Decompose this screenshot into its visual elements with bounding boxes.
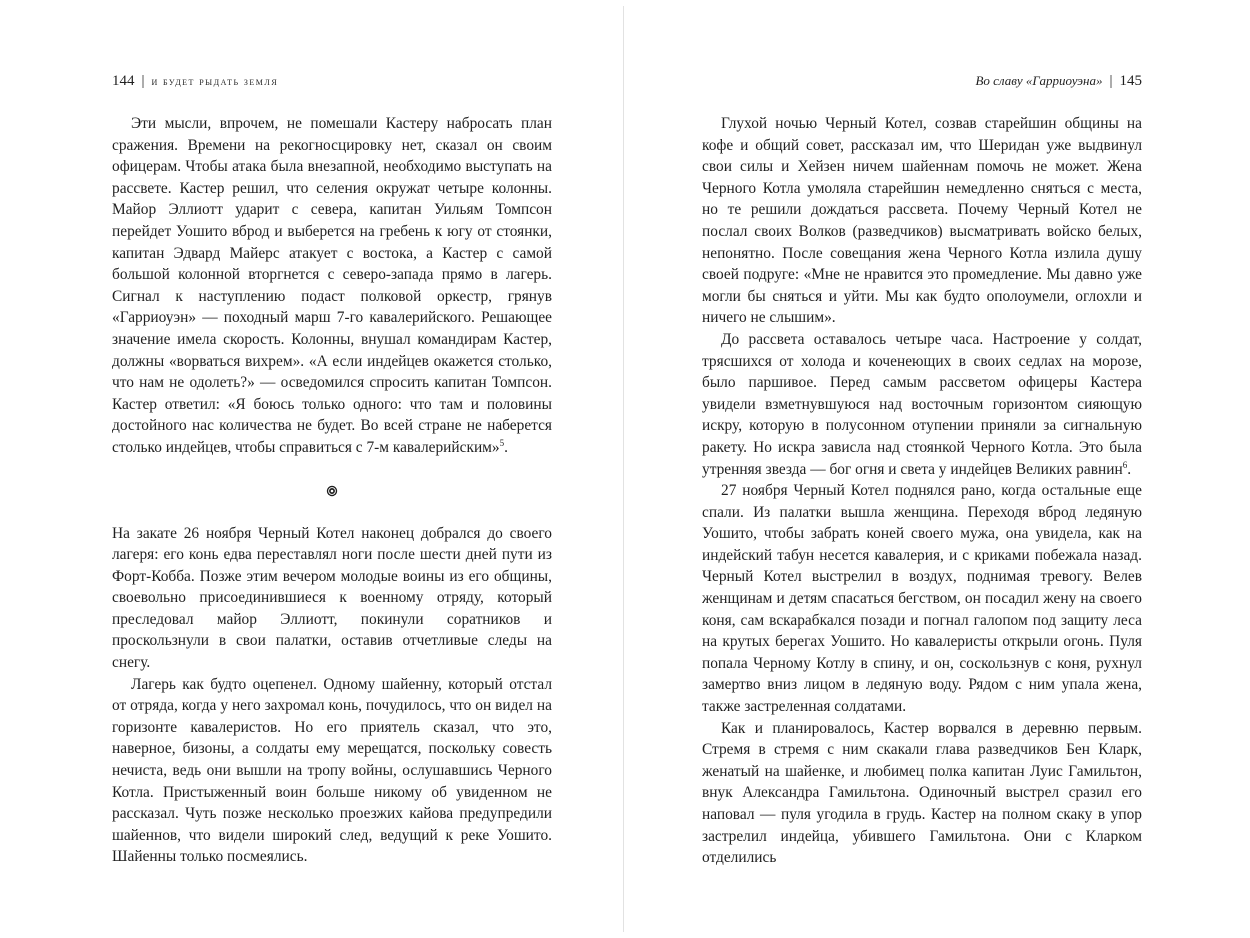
paragraph-text: Эти мысли, впрочем, не помешали Кастеру набросать план сражения. Времени на рекогносцировку нет, сказал он своим офицерам. Чтобы атака была внезапной, необходимо выступать на рассвете. Кастер решил, что селения окружат четыре колонны. Майор Эллиотт ударит с севера, капитан Уильям Томпсон перейдет Уошито вброд и выберется на гребень к югу от стоянки, капитан Эдвард Майерс атакует с востока, а Кастер с самой большой колонной вторгнется с северо-запада прямо в лагерь. Сигнал к наступлению подаст полковой оркестр, грянув «Гарриоуэн» — походный марш 7-го кавалерийского. Решающее значение имела скорость. Колонны, внушал командирам Кастер, должны «ворваться вихрем». «А если индейцев окажется столько, что нам не одолеть?» — осведомился спросить капитан Томпсон. Кастер ответил: «Я боюсь только одного: что там и половины достойного нас количества не будет. Во всей стране не наберется столько индейцев, чтобы справиться с 7-м кавалерийским»	[112, 115, 552, 456]
right-page-number: 145	[1119, 73, 1142, 89]
left-paragraph-3: Лагерь как будто оцепенел. Одному шайенну, который отстал от отряда, когда у него захромал конь, почудилось, что он видел на горизонте кавалеристов. Но его приятель сказал, что это, наверное, бизоны, а солдаты ему мерещатся, поскольку совесть нечиста, ведь они вышли на тропу войны, ослушавшись Черного Котла. Пристыженный воин больше никому об увиденном не рассказал. Чуть позже несколько проезжих кайова предупредили шайеннов, что видели широкий след, ведущий к реке Уошито. Шайенны только посмеялись.	[112, 675, 552, 866]
footnote-ref: 5	[499, 437, 505, 448]
left-page	[112, 0, 552, 938]
right-paragraph-3: 27 ноября Черный Котел поднялся рано, когда остальные еще спали. Из палатки вышла женщина. Переходя вброд ледяную Уошито, чтобы забрать коней своего мужа, она увидела, как на индейский табун несется кавалерия, и с криками побежала назад. Черный Котел выстрелил в воздух, поднимая тревогу. Велев женщинам и детям спасаться бегством, он посадил жену на своего коня, сам вскарабкался позади и погнал галопом под защиту леса на крутых берегах Уошито. Но кавалеристы открыли огонь. Пуля попала Черному Котлу в спину, и он, соскользнув с коня, рухнул замертво вниз лицом в ледяную воду. Рядом с ним упала жена, также застреленная солдатами.	[702, 482, 1142, 716]
footnote-ref: 6	[1122, 459, 1128, 470]
left-running-head	[112, 71, 552, 91]
right-page-body	[702, 113, 1142, 869]
left-paragraph-1: Эти мысли, впрочем, не помешали Кастеру набросать план сражения. Времени на рекогносцировку нет, сказал он своим офицерам. Чтобы атака была внезапной, необходимо выступать на рассвете. Кастер решил, что селения окружат четыре колонны. Майор Эллиотт ударит с севера, капитан Уильям Томпсон перейдет Уошито вброд и выберется на гребень к югу от стоянки, капитан Эдвард Майерс атакует с востока, а Кастер с самой большой колонной вторгнется с северо-запада прямо в лагерь. Сигнал к наступлению подаст полковой оркестр, грянув «Гарриоуэн» — походный марш 7-го кавалерийского. Решающее значение имела скорость. Колонны, внушал командирам Кастер, должны «ворваться вихрем». «А если индейцев окажется столько, что нам не одолеть?» — осведомился спросить капитан Томпсон. Кастер ответил: «Я боюсь только одного: что там и половины достойного нас количества не будет. Во всей стране не наберется столько индейцев, чтобы справиться с 7-м кавалерийским»$^5$.	[112, 115, 552, 456]
right-page	[702, 0, 1142, 938]
paragraph-text: До рассвета оставалось четыре часа. Настроение у солдат, трясшихся от холода и коченеющих в своих седлах на морозе, было паршивое. Перед самым рассветом офицеры Кастера увидели взметнувшуюся над восточным горизонтом сияющую искру, которую в полусонном отупении приняли за сигнальную ракету. Но искра зависла над стоянкой Черного Котла. Это была утренняя звезда — бог огня и света у индейцев Великих равнин	[702, 330, 1142, 478]
left-paragraph-2: На закате 26 ноября Черный Котел наконец добрался до своего лагеря: его конь едва переставлял ноги после шести дней пути из Форт-Кобба. Позже этим вечером молодые воины из его общины, своевольно присоединившиеся к военному отряду, который преследовал майор Эллиотт, покинули соратников и проскользнули в свои палатки, оставив отчетливые следы на снегу.	[112, 524, 552, 672]
right-header-separator: |	[1109, 73, 1113, 89]
left-page-number: 144	[112, 73, 135, 89]
left-page-body	[112, 113, 552, 868]
right-paragraph-1: Глухой ночью Черный Котел, созвав старейшин общины на кофе и общий совет, рассказал им, что Шеридан уже выдвинул свои силы и Хейзен ничем шайеннам помочь не может. Жена Черного Котла умоляла старейшин немедленно сняться с места, но те решили дождаться рассвета. Почему Черный Котел не послал своих Волков (разведчиков) высматривать войско белых, непонятно. После совещания жена Черного Котла излила душу своей подруге: «Мне не нравится это промедление. Мы давно уже могли бы сняться и уйти. Мы как будто ополоумели, оглохли и ничего не слышим».	[702, 115, 1142, 327]
right-running-title: Во славу «Гарриоуэна»	[975, 73, 1103, 88]
left-header-separator: |	[141, 73, 145, 89]
section-ornament-icon	[326, 485, 338, 497]
section-ornament	[112, 480, 552, 502]
right-paragraph-2: До рассвета оставалось четыре часа. Настроение у солдат, трясшихся от холода и коченеющих в своих седлах на морозе, было паршивое. Перед самым рассветом офицеры Кастера увидели взметнувшуюся над восточным горизонтом сияющую искру, которую в полусонном отупении приняли за сигнальную ракету. Но искра зависла над стоянкой Черного Котла. Это была утренняя звезда — бог огня и света у индейцев Великих равнин$^6$.	[702, 330, 1142, 478]
right-running-head	[702, 71, 1142, 91]
left-running-title: и будет рыдать земля	[151, 76, 279, 88]
page-gutter	[623, 6, 624, 932]
right-paragraph-4: Как и планировалось, Кастер ворвался в деревню первым. Стремя в стремя с ним скакали глава разведчиков Бен Кларк, женатый на шайенке, и любимец полка капитан Луис Гамильтон, внук Александра Гамильтона. Одиночный выстрел сразил его наповал — пуля угодила в грудь. Кастер на полном скаку в упор застрелил индейца, убившего Гамильтона. Они с Кларком отделились	[702, 719, 1142, 867]
